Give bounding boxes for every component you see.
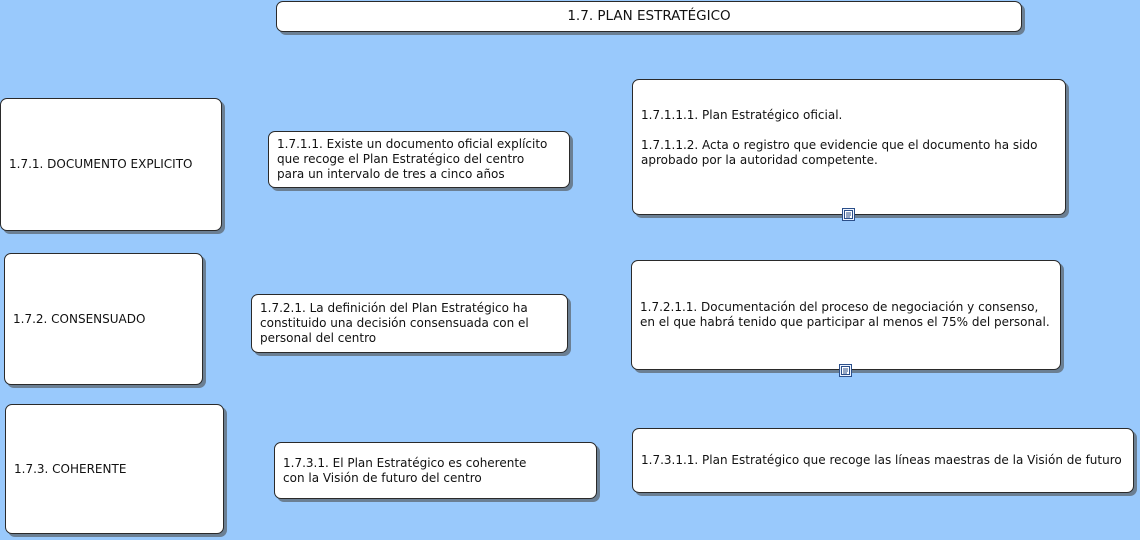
note-icon-glyph	[841, 366, 850, 375]
node-1-7-1[interactable]	[0, 98, 222, 231]
node-1-7-1-1[interactable]	[268, 131, 570, 188]
diagram-title: 1.7. PLAN ESTRATÉGICO	[567, 8, 731, 24]
node-1-7-2-label: 1.7.2. CONSENSUADO	[13, 311, 146, 326]
node-1-7-3-1-1[interactable]	[632, 428, 1134, 493]
node-1-7-1-1-label: 1.7.1.1. Existe un documento oficial explícito que recoge el Plan Estratégico del centro para un intervalo de tres a cinco años	[277, 137, 548, 181]
node-1-7-1-1-x[interactable]	[632, 79, 1066, 215]
node-1-7-2-1[interactable]	[251, 294, 568, 353]
node-1-7-2-1-label: 1.7.2.1. La definición del Plan Estratégico ha constituido una decisión consensuada con el personal del centro	[260, 301, 529, 345]
node-1-7-3-label: 1.7.3. COHERENTE	[14, 461, 127, 476]
note-icon[interactable]	[839, 364, 852, 377]
node-1-7-2-1-1-label: 1.7.2.1.1. Documentación del proceso de negociación y consenso, en el que habrá tenido que participar al menos el 75% del personal.	[640, 300, 1050, 329]
note-icon-glyph	[844, 210, 853, 219]
node-1-7-1-1-x-label: 1.7.1.1.1. Plan Estratégico oficial. 1.7.1.1.2. Acta o registro que evidencie que el documento ha sido aprobado por la autoridad competente.	[641, 108, 1038, 167]
node-1-7-2-1-1[interactable]	[631, 260, 1061, 370]
node-1-7-2[interactable]	[4, 253, 203, 385]
node-1-7-1-label: 1.7.1. DOCUMENTO EXPLICITO	[9, 157, 193, 171]
diagram-title-box	[276, 1, 1022, 32]
note-icon[interactable]	[842, 208, 855, 221]
node-1-7-3[interactable]	[5, 404, 224, 534]
node-1-7-3-1-1-label: 1.7.3.1.1. Plan Estratégico que recoge las líneas maestras de la Visión de futuro	[641, 453, 1122, 467]
node-1-7-3-1[interactable]	[274, 442, 597, 499]
node-1-7-3-1-label: 1.7.3.1. El Plan Estratégico es coherente con la Visión de futuro del centro	[283, 455, 527, 485]
